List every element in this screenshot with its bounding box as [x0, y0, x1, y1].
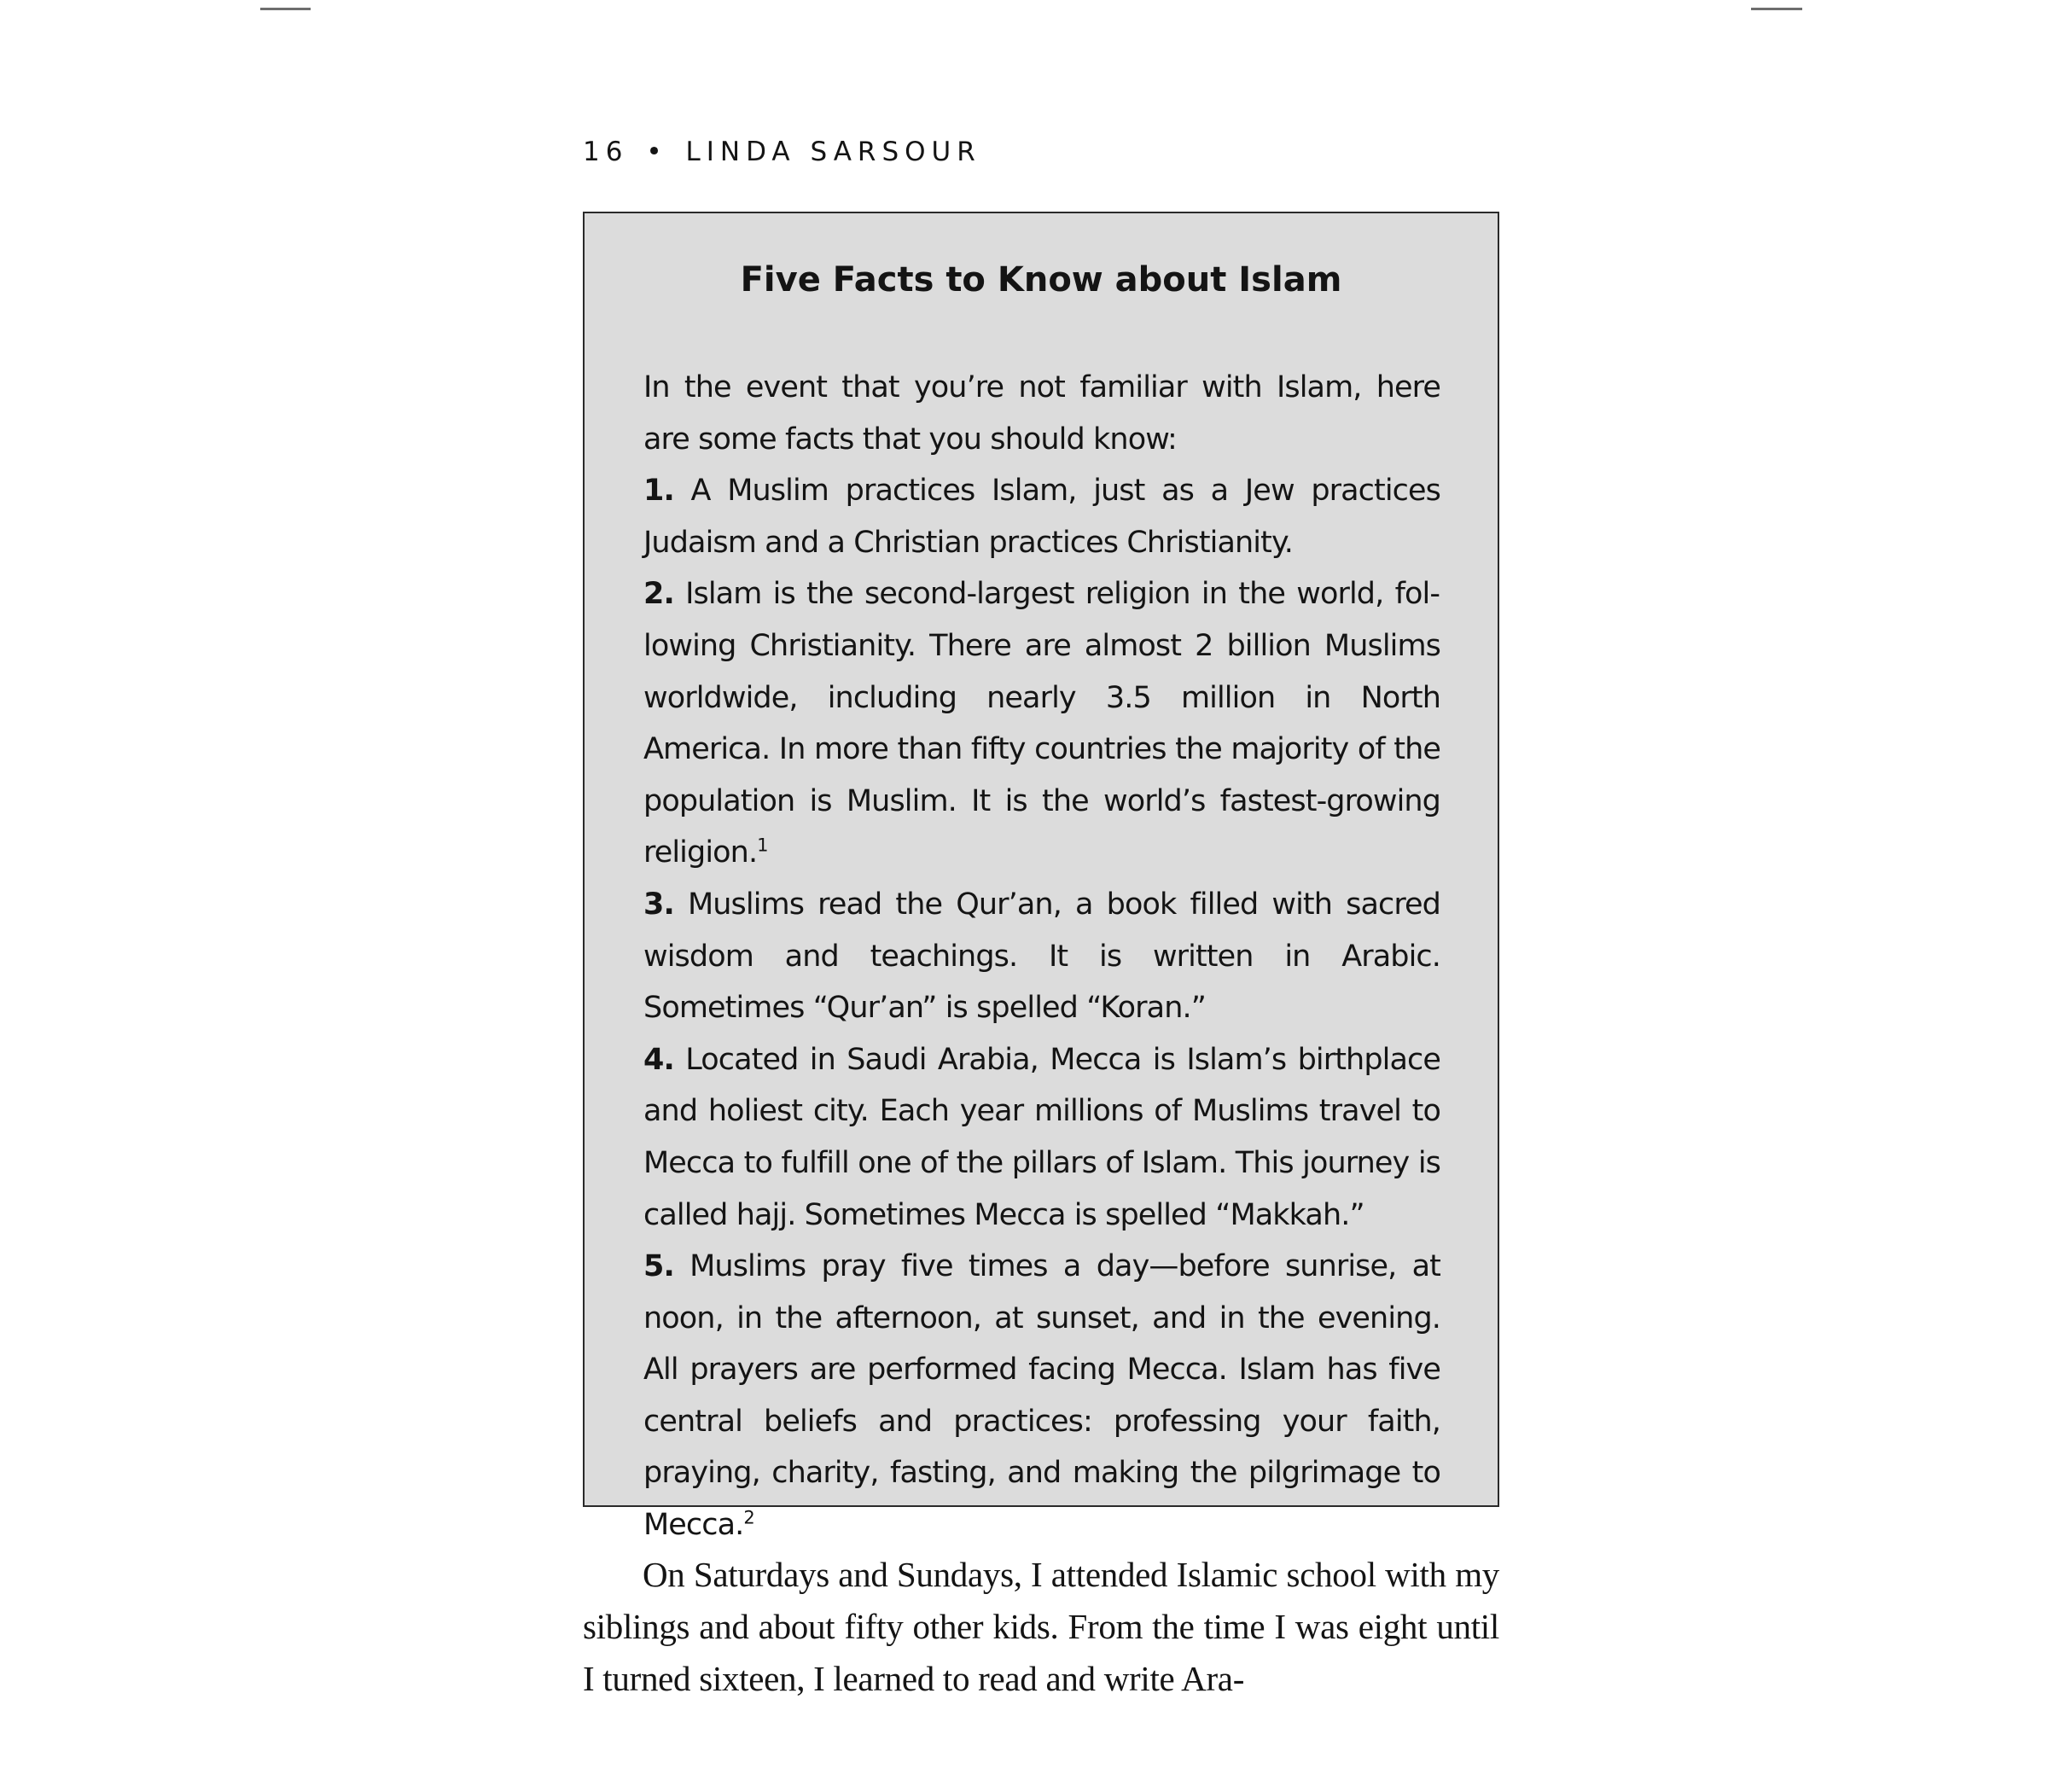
footnote-marker: 1: [757, 835, 768, 856]
footnote-marker: 2: [743, 1507, 754, 1528]
body-text: [583, 1549, 1499, 1705]
page-number: 16: [583, 137, 629, 167]
fact-text: A Muslim practices Islam, just as a Jew practices Judaism and a Christian practices Christianity.: [643, 474, 1440, 560]
running-head-author: LINDA SARSOUR: [685, 137, 981, 167]
fact-item-1: [643, 465, 1440, 568]
crop-mark-right: [1751, 8, 1802, 10]
body-paragraph: On Saturdays and Sundays, I attended Islamic school with my siblings and about fifty other kids. From the time I was eight until I turned sixteen, I learned to read and write Ara-: [583, 1555, 1499, 1698]
fact-item-5: [643, 1241, 1440, 1551]
fact-text: Islam is the second-largest religion in the world, following Christianity. There are almost 2 billion Muslims worldwide, including nearly 3.5 million in North America. In more than fifty countries the majority of the population is Muslim. It is the world’s fastest-growing religion.: [643, 577, 1440, 870]
fact-number: 1.: [643, 474, 674, 509]
sidebar-body: [643, 362, 1440, 1551]
fact-item-2: [643, 568, 1440, 879]
running-head: [583, 137, 981, 167]
running-head-separator: •: [646, 137, 668, 167]
fact-number: 3.: [643, 887, 674, 922]
sidebar-intro: In the event that you’re not familiar with Islam, here are some facts that you should know:: [643, 370, 1440, 457]
fact-text: Muslims read the Qur’an, a book filled with sacred wisdom and teachings. It is written in Arabic. Sometimes “Qur’an” is spelled “Koran.”: [643, 887, 1440, 1026]
fact-text: Located in Saudi Arabia, Mecca is Islam’s birthplace and holiest city. Each year millions of Muslims travel to Mecca to fulfill one of the pillars of Islam. This journey is called hajj. Sometimes Mecca is spelled “Makkah.”: [643, 1042, 1440, 1232]
crop-mark-left: [260, 8, 311, 10]
facts-sidebar: [583, 212, 1499, 1543]
fact-number: 4.: [643, 1042, 674, 1077]
fact-number: 5.: [643, 1249, 674, 1284]
fact-text: Muslims pray five times a day—before sunrise, at noon, in the afternoon, at sunset, and in the evening. All prayers are performed facing Mecca. Islam has five central beliefs and practices: professing your faith, praying, charity, fasting, and making the pilgrimage to Mecca.: [643, 1249, 1440, 1543]
fact-number: 2.: [643, 577, 674, 612]
sidebar-title: Five Facts to Know about Islam: [740, 260, 1342, 300]
fact-item-4: [643, 1034, 1440, 1241]
fact-item-3: [643, 879, 1440, 1034]
